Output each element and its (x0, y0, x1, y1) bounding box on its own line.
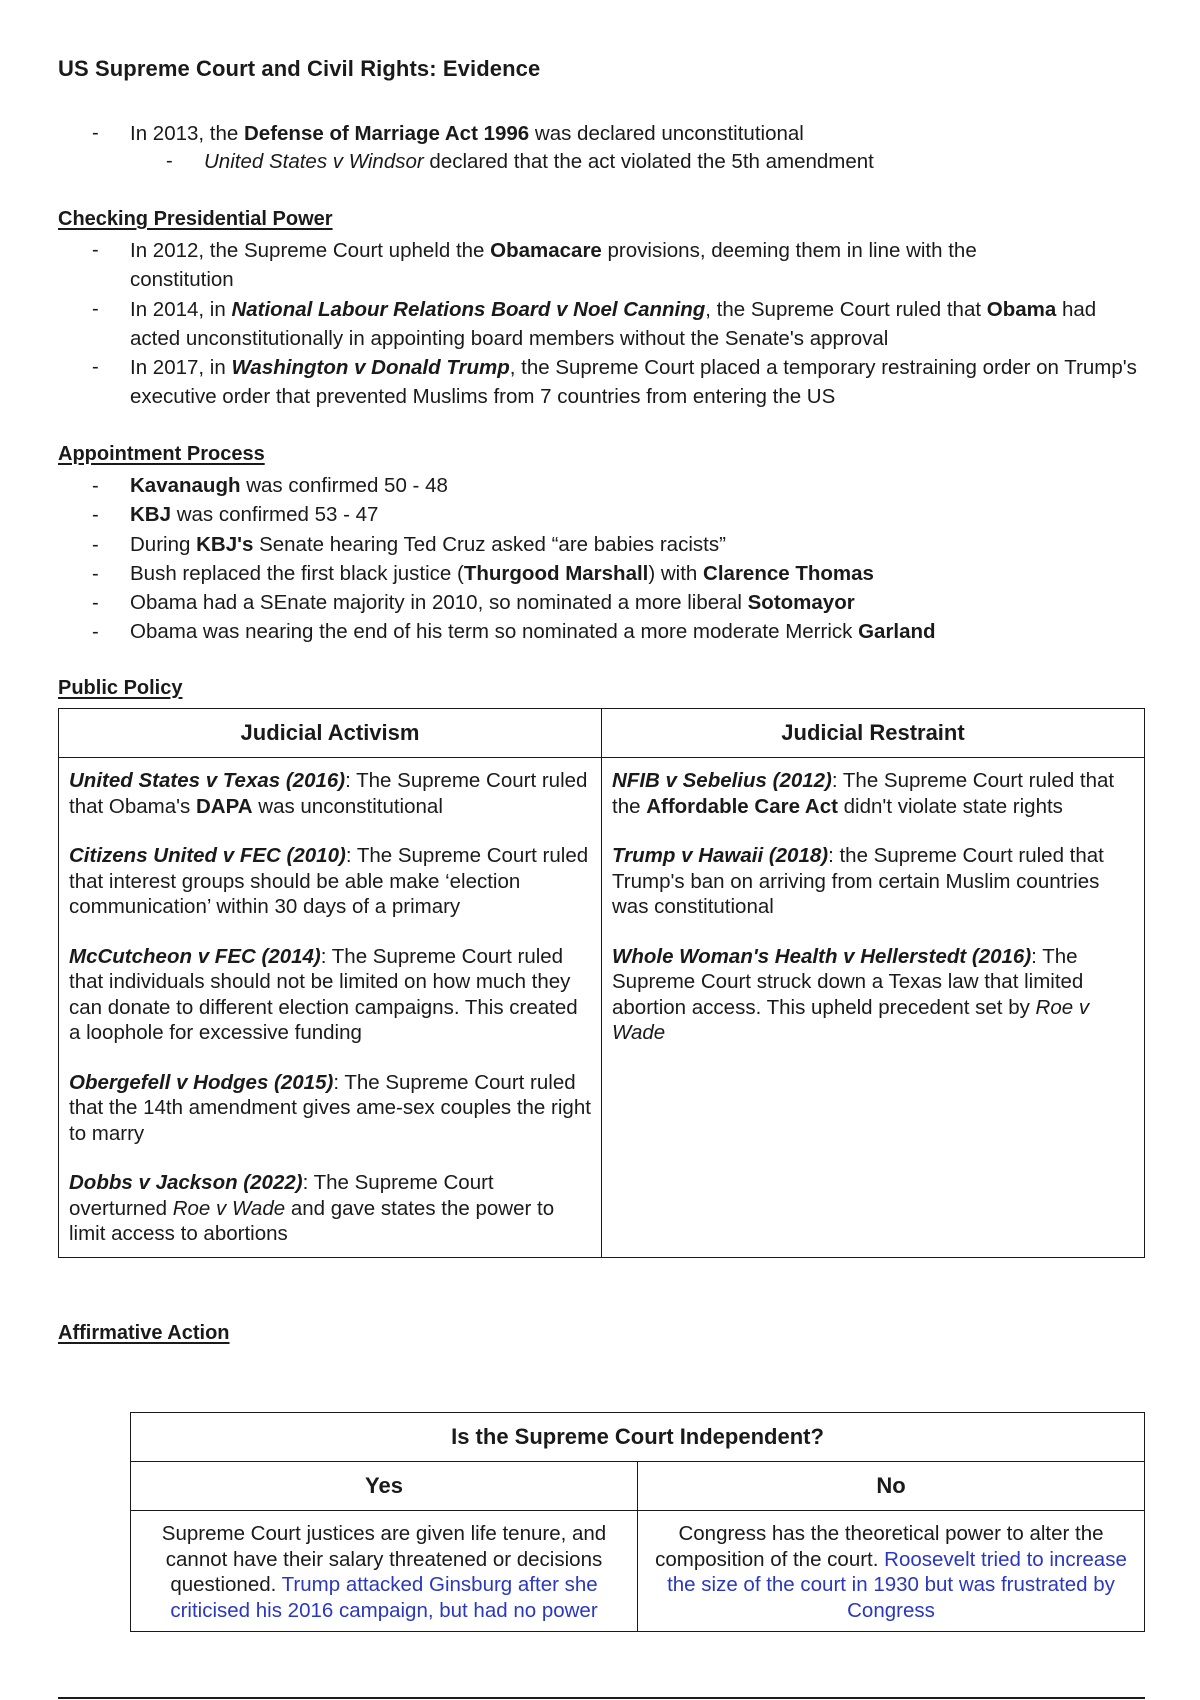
section-heading-appointment: Appointment Process (58, 443, 265, 465)
bold-term: Kavanaugh (130, 474, 241, 497)
text-run: In 2013, the (130, 122, 244, 145)
case-entry (69, 1070, 591, 1147)
appointment-bullet-5 (130, 589, 855, 617)
bullet-dash: - (92, 356, 99, 378)
appointment-bullet-1 (130, 472, 448, 500)
case-entry (69, 843, 591, 920)
text-run: and gave states the power to limit access to abortions (69, 1196, 555, 1245)
text-run: During (130, 533, 197, 556)
appointment-bullet-2 (130, 501, 378, 529)
bullet-dash: - (92, 122, 99, 144)
page-bottom-rule (58, 1697, 1145, 1699)
page-title: US Supreme Court and Civil Rights: Evidence (58, 56, 541, 81)
text-run: : the Supreme Court ruled that Trump's ban on arriving from certain Muslim countries was constitutional (612, 844, 1104, 918)
section-heading-public-policy: Public Policy (58, 677, 183, 699)
case-name: Washington v Donald Trump (231, 356, 510, 379)
bold-term: Thurgood Marshall (463, 562, 649, 585)
independence-table-title: Is the Supreme Court Independent? (131, 1413, 1145, 1462)
bold-term: KBJ (130, 503, 172, 526)
text-run: ) with (648, 562, 704, 585)
no-cell (638, 1511, 1145, 1632)
bullet-dash: - (92, 475, 99, 497)
header-judicial-restraint: Judicial Restraint (602, 709, 1145, 758)
case-entry (612, 843, 1134, 920)
appointment-bullet-3 (130, 531, 726, 559)
bullet-dash: - (92, 298, 99, 320)
text-run: : The Supreme Court struck down a Texas law that limited abortion access. This upheld precedent set by (612, 944, 1084, 1019)
intro-bullet (130, 120, 804, 148)
bold-term: Sotomayor (747, 591, 855, 614)
case-entry (612, 944, 1134, 1046)
checking-bullet-2 (130, 296, 1140, 353)
text-run: : The Supreme Court ruled that interest groups should be able make ‘election communication’ within 30 days of a primary (69, 844, 589, 918)
yes-cell (131, 1511, 638, 1632)
bullet-dash: - (92, 239, 99, 261)
bold-term: Clarence Thomas (703, 562, 874, 585)
header-yes: Yes (131, 1462, 638, 1511)
text-run: Obama was nearing the end of his term so nominated a more moderate Merrick (130, 620, 859, 643)
text-run: was declared unconstitutional (529, 122, 804, 145)
text-run: Supreme Court justices are given life tenure, and cannot have their salary threatened or decisions questioned. (161, 1522, 607, 1596)
case-reference: Roe v Wade (612, 995, 1090, 1044)
case-entry (612, 768, 1134, 819)
case-name: Obergefell v Hodges (2015) (69, 1070, 334, 1094)
appointment-bullet-6 (130, 618, 936, 646)
bold-term: KBJ's (196, 533, 254, 556)
case-name: Trump v Hawaii (2018) (612, 844, 829, 867)
checking-bullet-1 (130, 237, 1070, 294)
bullet-dash: - (166, 150, 173, 172)
case-entry (69, 1170, 591, 1247)
text-run: Congress has the theoretical power to alter the composition of the court. (655, 1522, 1104, 1571)
text-run: In 2014, in (130, 298, 232, 321)
text-run: Bush replaced the first black justice ( (130, 562, 464, 585)
text-run: , the Supreme Court ruled that (705, 298, 987, 321)
section-heading-affirmative-action: Affirmative Action (58, 1322, 230, 1344)
text-run: had acted unconstitutionally in appointing board members without the Senate's approval (130, 298, 1097, 350)
bullet-dash: - (92, 621, 99, 643)
bold-term: Affordable Care Act (646, 794, 838, 818)
independence-table (130, 1412, 1145, 1632)
activism-cell (59, 758, 602, 1258)
text-run: : The Supreme Court ruled that Obama's (69, 769, 588, 818)
header-judicial-activism: Judicial Activism (59, 709, 602, 758)
text-run: Senate hearing Ted Cruz asked “are babies racists” (253, 533, 726, 556)
bold-term: Obama (986, 298, 1057, 321)
case-entry (69, 768, 591, 819)
checking-bullet-3 (130, 354, 1140, 411)
section-heading-checking: Checking Presidential Power (58, 208, 333, 230)
case-name: United States v Windsor (204, 150, 424, 173)
case-name: Whole Woman's Health v Hellerstedt (2016) (612, 944, 1032, 968)
text-run: Obama had a SEnate majority in 2010, so nominated a more liberal (130, 591, 748, 614)
bullet-dash: - (92, 592, 99, 614)
bold-term: Defense of Marriage Act 1996 (243, 122, 530, 145)
text-run: was confirmed 53 - 47 (171, 503, 379, 526)
text-run: , the Supreme Court placed a temporary restraining order on Trump's executive order that prevented Muslims from 7 countries from entering the US (130, 356, 1137, 408)
intro-sub-bullet (204, 148, 874, 176)
highlighted-example: Trump attacked Ginsburg after she criticised his 2016 campaign, but had no power (170, 1573, 598, 1622)
text-run: was confirmed 50 - 48 (240, 474, 448, 497)
text-run: : The Supreme Court ruled that individuals should not be limited on how much they can donate to different election campaigns. This created a loophole for excessive funding (69, 944, 578, 1044)
case-name: McCutcheon v FEC (2014) (69, 944, 321, 968)
case-reference: Roe v Wade (172, 1196, 286, 1220)
text-run: : The Supreme Court ruled that the (612, 769, 1115, 818)
bullet-dash: - (92, 534, 99, 556)
case-entry (69, 944, 591, 1046)
restraint-cell (602, 758, 1145, 1258)
case-name: National Labour Relations Board v Noel Canning (231, 298, 706, 321)
appointment-bullet-4 (130, 560, 874, 588)
text-run: didn't violate state rights (837, 794, 1063, 818)
judicial-activism-restraint-table (58, 708, 1145, 1258)
case-name: United States v Texas (2016) (69, 769, 346, 792)
header-no: No (638, 1462, 1145, 1511)
case-name: NFIB v Sebelius (2012) (612, 769, 832, 792)
text-run: : The Supreme Court ruled that the 14th amendment gives ame-sex couples the right to marry (69, 1070, 591, 1145)
text-run: In 2017, in (130, 356, 232, 379)
bullet-dash: - (92, 504, 99, 526)
bullet-dash: - (92, 563, 99, 585)
bold-term: Garland (858, 620, 936, 643)
text-run: was unconstitutional (252, 794, 443, 818)
bold-term: DAPA (195, 794, 253, 818)
bold-term: Obamacare (490, 239, 602, 262)
text-run: In 2012, the Supreme Court upheld the (130, 239, 491, 262)
text-run: : The Supreme Court overturned (69, 1171, 494, 1220)
case-name: Citizens United v FEC (2010) (69, 844, 346, 867)
case-name: Dobbs v Jackson (2022) (69, 1171, 303, 1194)
text-run: declared that the act violated the 5th amendment (423, 150, 874, 173)
highlighted-example: Roosevelt tried to increase the size of the court in 1930 but was frustrated by Congress (667, 1547, 1127, 1622)
text-run: provisions, deeming them in line with the constitution (130, 239, 977, 291)
